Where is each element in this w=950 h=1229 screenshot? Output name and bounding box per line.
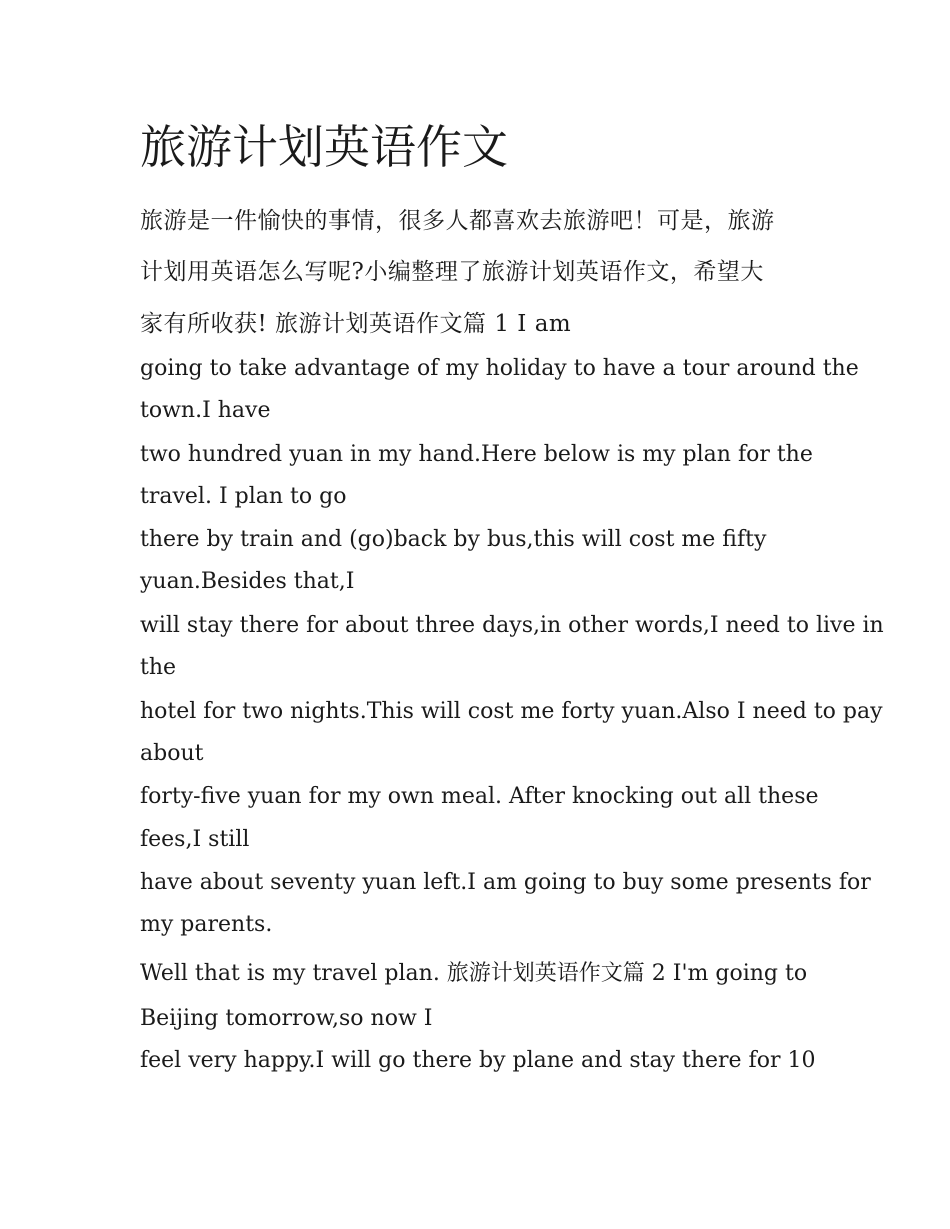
text-line: fees,I still <box>140 827 250 852</box>
text-line: feel very happy.I will go there by plane and stay there for 10 <box>140 1048 816 1073</box>
text-line: there by train and (go)back by bus,this will cost me fifty <box>140 527 767 552</box>
text-line: 计划用英语怎么写呢?小编整理了旅游计划英语作文，希望大 <box>140 259 764 285</box>
text-line: town.I have <box>140 398 271 423</box>
text-line: forty-five yuan for my own meal. After knocking out all these <box>140 784 819 809</box>
text-line: will stay there for about three days,in other words,I need to live in <box>140 613 884 638</box>
text-line: Beijing tomorrow,so now I <box>140 1006 433 1031</box>
text-line: Well that is my travel plan. 旅游计划英语作文篇 2 I'm going to <box>140 961 808 986</box>
text-line: about <box>140 741 204 766</box>
text-line: 家有所收获! 旅游计划英语作文篇 1 I am <box>140 311 572 337</box>
text-line: my parents. <box>140 912 273 937</box>
text-line: the <box>140 655 177 680</box>
text-line: yuan.Besides that,I <box>140 569 355 594</box>
text-line: 旅游是一件愉快的事情，很多人都喜欢去旅游吧！可是，旅游 <box>140 208 775 234</box>
text-line: travel. I plan to go <box>140 484 347 509</box>
text-line: hotel for two nights.This will cost me forty yuan.Also I need to pay <box>140 699 883 724</box>
page-title: 旅游计划英语作文 <box>140 120 508 174</box>
text-line: have about seventy yuan left.I am going to buy some presents for <box>140 870 871 895</box>
text-line: going to take advantage of my holiday to have a tour around the <box>140 356 859 381</box>
text-line: two hundred yuan in my hand.Here below is my plan for the <box>140 442 813 467</box>
